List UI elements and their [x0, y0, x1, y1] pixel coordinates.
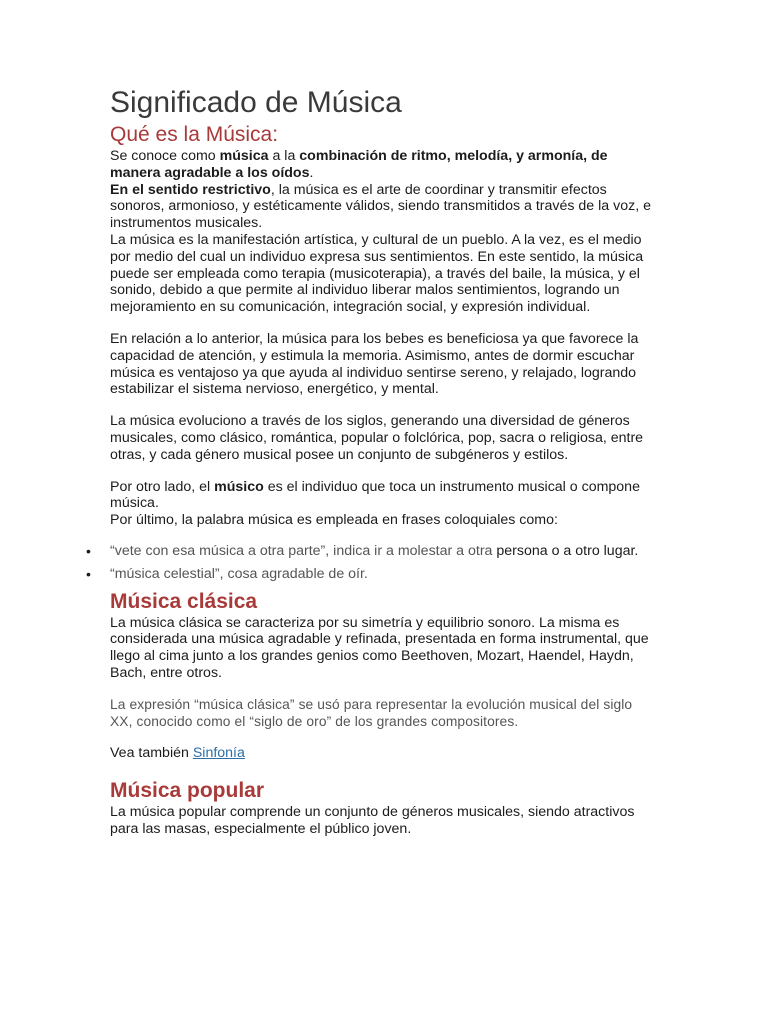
section-heading-popular: Música popular	[110, 779, 265, 803]
intro-paragraph-6: Por otro lado, el músico es el individuo que toca un instrumento musical o compone música.	[110, 478, 640, 512]
intro-paragraph-7: Por último, la palabra música es empleada en frases coloquiales como:	[110, 512, 558, 529]
sinfonia-link[interactable]: Sinfonía	[192, 745, 245, 762]
document-body	[86, 84, 658, 838]
subtitle: Qué es la Música:	[110, 123, 279, 146]
page-title: Significado de Música	[110, 86, 402, 119]
quotes-list	[86, 542, 658, 583]
intro-paragraph-1: Se conoce como música a la combinación de ritmo, melodía, y armonía, de manera agradable a los oídos.	[110, 148, 608, 181]
popular-paragraph-1: La música popular comprende un conjunto de géneros musicales, siendo atractivos para las masas, especialmente el público joven.	[110, 804, 635, 837]
intro-paragraph-2: En el sentido restrictivo, la música es el arte de coordinar y transmitir efectos sonoros, armonioso, y estéticamente válidos, siendo transmitidos a través de la voz, e instrumentos musicales.	[110, 181, 651, 232]
section-heading-clasica: Música clásica	[110, 589, 258, 613]
clasica-paragraph-2: La expresión “música clásica” se usó para representar la evolución musical del siglo XX, conocido como el “siglo de oro” de los grandes compositores.	[110, 696, 633, 729]
list-item: • “música celestial”, cosa agradable de oír.	[86, 565, 368, 582]
intro-paragraph-5: La música evoluciono a través de los siglos, generando una diversidad de géneros musicales, como clásico, romántica, popular o folclórica, pop, sacra o religiosa, entre otras, y cada género musical posee un conjunto de subgéneros y estilos.	[110, 413, 644, 463]
intro-paragraph-4: En relación a lo anterior, la música para los bebes es beneficiosa ya que favorece la capacidad de atención, y estimula la memoria. Asimismo, antes de dormir escuchar música es ventajoso ya que ayuda al individuo sentirse sereno, y relajado, logrando estabilizar el sistema nervioso, energético, y mental.	[110, 330, 639, 398]
bold-musica: música	[219, 148, 269, 164]
bold-musico: músico	[214, 478, 264, 495]
clasica-paragraph-1: La música clásica se caracteriza por su simetría y equilibrio sonoro. La misma es considerada una música agradable y refinada, presentada en forma instrumental, que llego al cima junto a los grandes genios como Beethoven, Mozart, Haendel, Haydn, Bach, entre otros.	[110, 614, 649, 681]
list-item: • “vete con esa música a otra parte”, indica ir a molestar a otra persona o a otro lugar.	[86, 542, 639, 559]
bullet-icon: •	[86, 565, 91, 582]
bold-sentido-restrictivo: En el sentido restrictivo	[110, 181, 271, 198]
intro-paragraph-3: La música es la manifestación artística, y cultural de un pueblo. A la vez, es el medio por medio del cual un individuo expresa sus sentimientos. En este sentido, la música puede ser empleada como terapia (musicoterapia), a través del baile, la música, y el sonido, debido a que permite al individuo liberar malos sentimientos, logrando un mejoramiento en su comunicación, integración social, y expresión individual.	[110, 231, 644, 316]
bullet-icon: •	[86, 542, 91, 559]
bold-definition: combinación de ritmo, melodía, y armonía, de manera agradable a los oídos	[110, 148, 608, 181]
see-also-line: Vea también Sinfonía	[110, 745, 245, 762]
